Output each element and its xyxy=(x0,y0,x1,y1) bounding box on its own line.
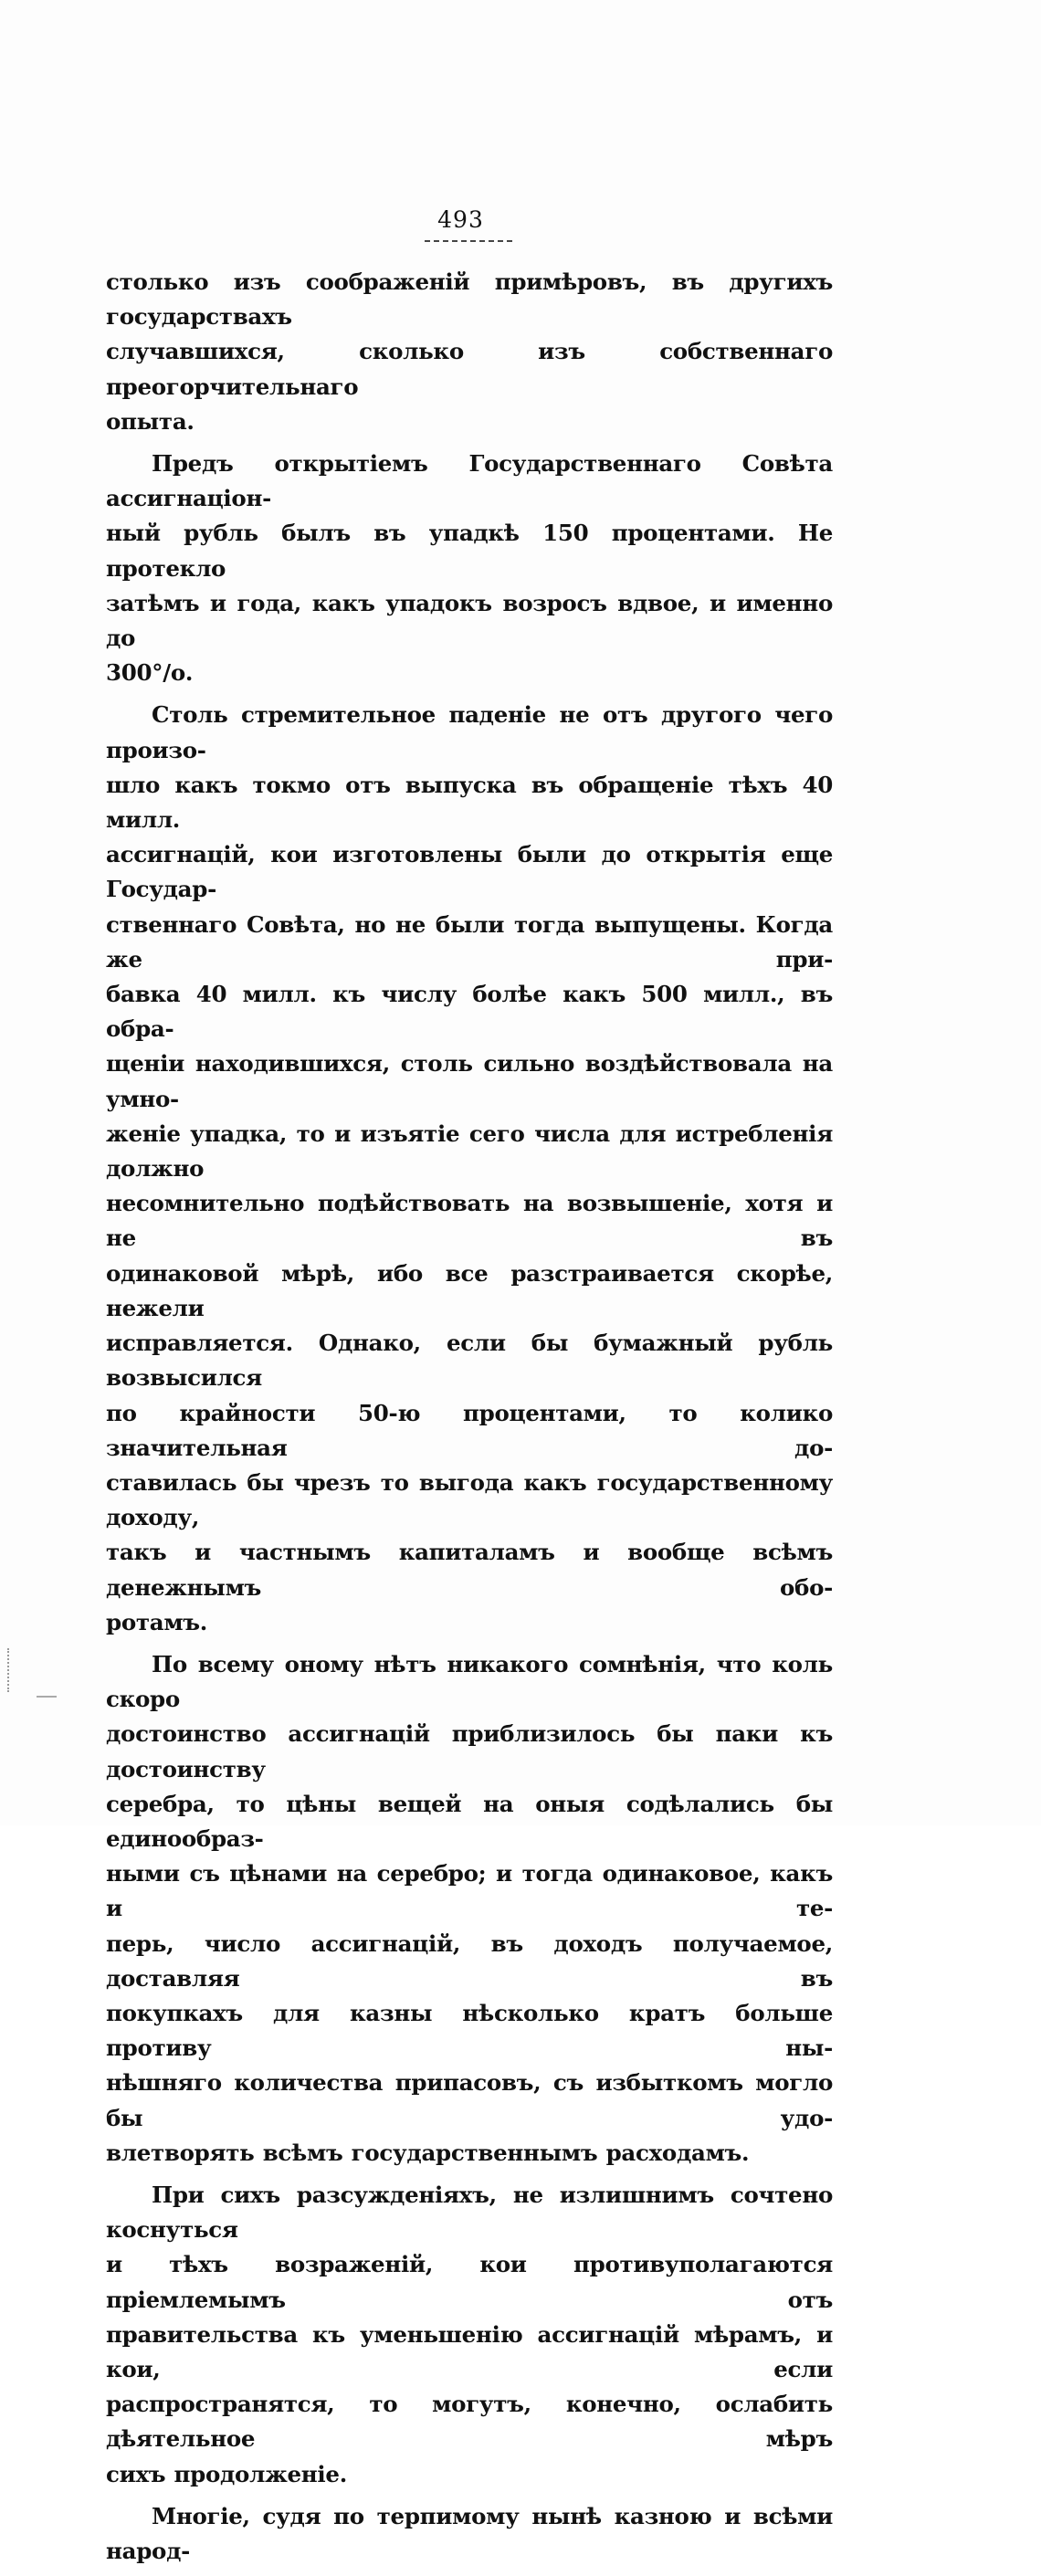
text-line: ственнаго Совѣта, но не были тогда выпущены. Когда же при- xyxy=(106,910,833,973)
text-line: При сихъ разсужденіяхъ, не излишнимъ сочтено коснуться xyxy=(106,2181,833,2244)
text-line: затѣмъ и года, какъ упадокъ возросъ вдвое, и именно до xyxy=(106,589,833,652)
page-number: 493 xyxy=(437,206,484,233)
paragraph xyxy=(106,265,833,439)
text-line: правительства къ уменьшенію ассигнацій мѣрамъ, и кои, если xyxy=(106,2320,833,2382)
text-line: такъ и частнымъ капиталамъ и вообще всѣмъ денежнымъ обо- xyxy=(106,1539,833,1601)
text-line: щеніи находившихся, столь сильно воздѣйствовала на умно- xyxy=(106,1050,833,1112)
text-line: влетворять всѣмъ государственнымъ расходамъ. xyxy=(106,2139,750,2166)
text-line: нѣшняго количества припасовъ, съ избыткомъ могло бы удо- xyxy=(106,2069,833,2131)
text-line: опыта. xyxy=(106,407,195,435)
text-line: по крайности 50-ю процентами, то колико значительная до- xyxy=(106,1399,833,1461)
text-line: и тѣхъ возраженій, кои противуполагаются пріемлемымъ отъ xyxy=(106,2251,833,2313)
text-line: ставилась бы чрезъ то выгода какъ государственному доходу, xyxy=(106,1468,833,1531)
text-line: покупкахъ для казны нѣсколько кратъ больше противу ны- xyxy=(106,1999,833,2062)
text-line: ными съ цѣнами на серебро; и тогда одинаковое, какъ и те- xyxy=(106,1860,833,1922)
text-line: столько изъ соображеній примѣровъ, въ другихъ государствахъ xyxy=(106,268,833,331)
text-line: шло какъ токмо отъ выпуска въ обращеніе тѣхъ 40 милл. xyxy=(106,771,833,834)
text-line: ротамъ. xyxy=(106,1608,208,1635)
scan-edge-dash xyxy=(37,1696,57,1698)
text-line: сихъ продолженіе. xyxy=(106,2460,347,2487)
text-line: одинаковой мѣрѣ, ибо все разстраивается скорѣе, нежели xyxy=(106,1259,833,1321)
body-text xyxy=(106,265,833,2576)
text-line: бавка 40 милл. къ числу болѣе какъ 500 милл., въ обра- xyxy=(106,981,833,1043)
text-line: ассигнацій, кои изготовлены были до открытія еще Государ- xyxy=(106,841,833,903)
paragraph xyxy=(106,447,833,690)
text-line: несомнительно подѣйствовать на возвышеніе, хотя и не въ xyxy=(106,1190,833,1252)
paragraph xyxy=(106,698,833,1639)
scan-edge-mark xyxy=(7,1648,11,1692)
text-line: Предъ открытіемъ Государственнаго Совѣта ассигнаціон- xyxy=(106,450,833,512)
paragraph xyxy=(106,1647,833,2171)
text-line: Многіе, судя по терпимому нынѣ казною и всѣми народ- xyxy=(106,2502,833,2564)
page-number-rule xyxy=(425,240,512,242)
text-line: серебра, то цѣны вещей на оныя содѣлались бы единообраз- xyxy=(106,1790,833,1852)
text-line: женіе упадка, то и изъятіе сего числа для истребленія должно xyxy=(106,1120,833,1183)
paragraph xyxy=(106,2499,833,2569)
text-line: распространятся, то могутъ, конечно, ослабить дѣятельное мѣръ xyxy=(106,2391,833,2453)
text-line: перь, число ассигнацій, въ доходъ получаемое, доставляя въ xyxy=(106,1929,833,1992)
text-line: исправляется. Однако, если бы бумажный рубль возвысился xyxy=(106,1330,833,1392)
text-line: По всему оному нѣтъ никакого сомнѣнія, что коль скоро xyxy=(106,1650,833,1713)
text-line: ный рубль былъ въ упадкѣ 150 процентами. Не протекло xyxy=(106,520,833,582)
text-line: достоинство ассигнацій приблизилось бы паки къ достоинству xyxy=(106,1720,833,1782)
paragraph xyxy=(106,2178,833,2492)
text-line: Столь стремительное паденіе не отъ другого чего произо- xyxy=(106,701,833,763)
text-line: случавшихся, сколько изъ собственнаго преогорчительнаго xyxy=(106,338,833,400)
text-line: 300°/о. xyxy=(106,659,194,687)
